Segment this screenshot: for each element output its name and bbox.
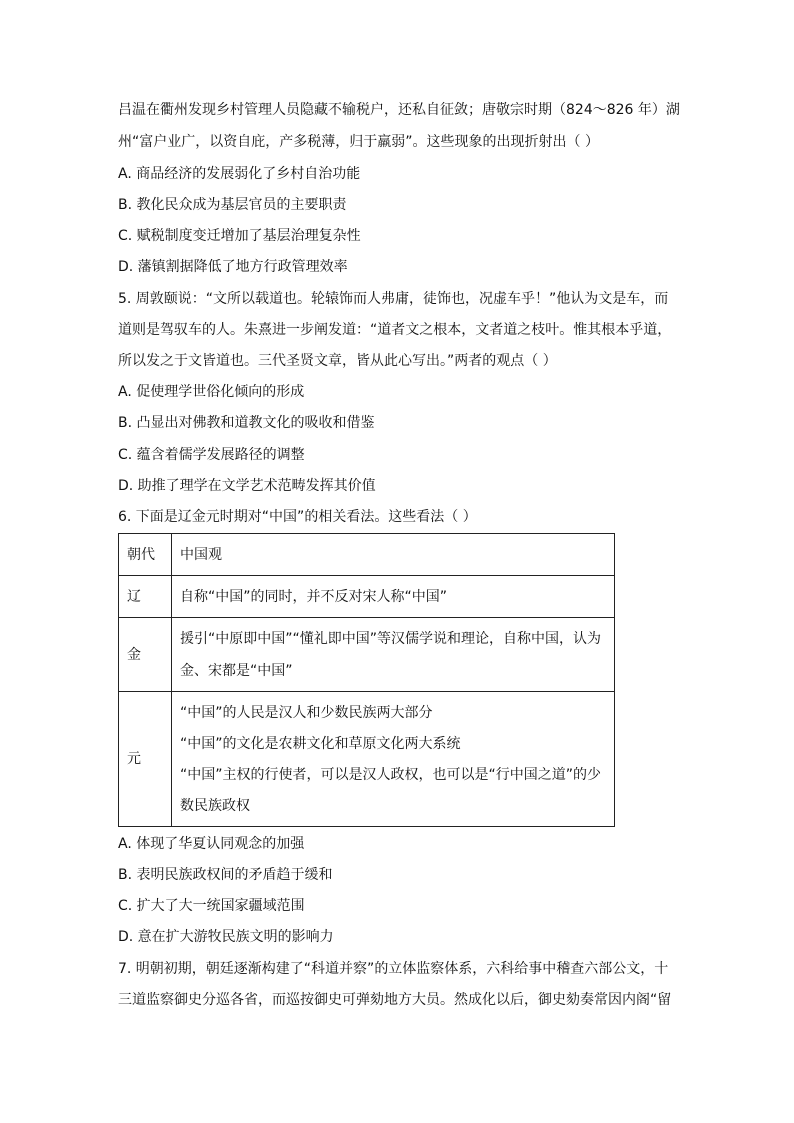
cell-line: 金、宋都是“中国” xyxy=(180,662,293,679)
q6-option-b[interactable]: B. 表明民族政权间的矛盾趋于缓和 xyxy=(118,867,333,883)
q5-stem-line-3: 所以发之于文皆道也。三代圣贤文章，皆从此心写出。”两者的观点（ ） xyxy=(118,353,557,369)
q5-stem-line-1: 5. 周敦颐说：“文所以载道也。轮辕饰而人弗庸，徒饰也，况虚车乎！”他认为文是车，而 xyxy=(118,291,669,307)
cell-line: 自称“中国”的同时，并不反对宋人称“中国” xyxy=(180,588,448,605)
q5-option-d[interactable]: D. 助推了理学在文学艺术范畴发挥其价值 xyxy=(118,478,376,494)
q7-stem-line-2: 三道监察御史分巡各省，而巡按御史可弹劾地方大员。然成化以后，御史劾奏常因内阁“留 xyxy=(118,992,672,1008)
q4-stem-line-2: 州“富户业广，以资自庇，产多税薄，归于羸弱”。这些现象的出现折射出（ ） xyxy=(118,134,599,150)
cell-line: “中国”的文化是农耕文化和草原文化两大系统 xyxy=(180,735,461,752)
table-row xyxy=(119,692,615,827)
q6-option-d[interactable]: D. 意在扩大游牧民族文明的影响力 xyxy=(118,929,334,945)
q5-option-a[interactable]: A. 促使理学世俗化倾向的形成 xyxy=(118,384,305,400)
q6-option-c[interactable]: C. 扩大了大一统国家疆域范围 xyxy=(118,898,305,914)
table-cell-dynasty: 金 xyxy=(119,618,172,692)
cell-line: “中国”的人民是汉人和少数民族两大部分 xyxy=(180,704,433,721)
table-header-row xyxy=(119,534,615,576)
cell-line: “中国”主权的行使者，可以是汉人政权，也可以是“行中国之道”的少 xyxy=(180,766,602,783)
q6-stem: 6. 下面是辽金元时期对“中国”的相关看法。这些看法（ ） xyxy=(118,509,477,525)
q4-option-a[interactable]: A. 商品经济的发展弱化了乡村自治功能 xyxy=(118,166,361,182)
table-row xyxy=(119,618,615,692)
q4-option-c[interactable]: C. 赋税制度变迁增加了基层治理复杂性 xyxy=(118,228,361,244)
table-cell-view xyxy=(172,618,615,692)
table-row xyxy=(119,576,615,618)
q4-option-b[interactable]: B. 教化民众成为基层官员的主要职责 xyxy=(118,197,347,213)
q5-option-b[interactable]: B. 凸显出对佛教和道教文化的吸收和借鉴 xyxy=(118,415,375,431)
q6-option-a[interactable]: A. 体现了华夏认同观念的加强 xyxy=(118,836,305,852)
q4-stem-line-1: 吕温在衢州发现乡村管理人员隐藏不输税户，还私自征敛；唐敬宗时期（824～826 年）湖 xyxy=(118,102,680,118)
q5-stem-line-2: 道则是驾驭车的人。朱熹进一步阐发道：“道者文之根本，文者道之枝叶。惟其根本乎道， xyxy=(118,322,672,338)
table-header-view: 中国观 xyxy=(172,534,615,576)
cell-line: 数民族政权 xyxy=(180,797,250,814)
q5-option-c[interactable]: C. 蕴含着儒学发展路径的调整 xyxy=(118,447,305,463)
cell-line: 援引“中原即中国”“懂礼即中国”等汉儒学说和理论，自称中国，认为 xyxy=(180,630,602,647)
table-cell-dynasty: 辽 xyxy=(119,576,172,618)
q6-table xyxy=(118,533,615,827)
table-cell-view xyxy=(172,692,615,827)
table-header-dynasty: 朝代 xyxy=(119,534,172,576)
table-cell-dynasty: 元 xyxy=(119,692,172,827)
table-cell-view xyxy=(172,576,615,618)
q7-stem-line-1: 7. 明朝初期，朝廷逐渐构建了“科道并察”的立体监察体系，六科给事中稽查六部公文，十 xyxy=(118,961,669,977)
q4-option-d[interactable]: D. 藩镇割据降低了地方行政管理效率 xyxy=(118,259,348,275)
